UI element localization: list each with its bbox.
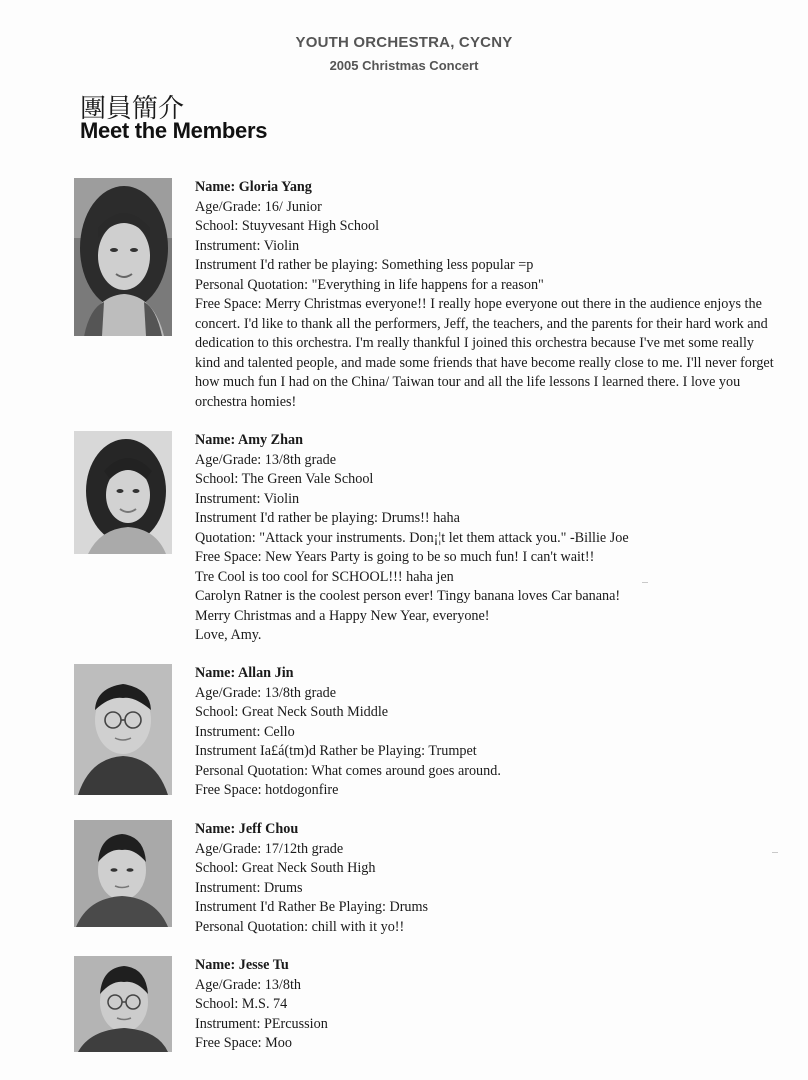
bio-line: Personal Quotation: "Everything in life happens for a reason" bbox=[195, 276, 544, 293]
bio-line: Quotation: "Attack your instruments. Don¡¦t let them attack you." -Billie Joe bbox=[195, 529, 629, 546]
concert-title: 2005 Christmas Concert bbox=[329, 58, 479, 73]
member-bio bbox=[195, 664, 785, 801]
bio-line: School: M.S. 74 bbox=[195, 996, 288, 1012]
bio-line: Carolyn Ratner is the coolest person ever! Tingy banana loves Car banana! bbox=[195, 588, 621, 604]
bio-line: Instrument: Violin bbox=[195, 237, 300, 254]
bio-line: Age/Grade: 13/8th grade bbox=[195, 451, 337, 468]
member-photo bbox=[74, 956, 172, 1052]
member-bio bbox=[195, 956, 785, 1054]
bio-line: Instrument I'd rather be playing: Drums!! haha bbox=[195, 510, 460, 526]
bio-line: School: Stuyvesant High School bbox=[195, 218, 380, 234]
portrait-photo-allan bbox=[74, 664, 172, 795]
portrait-photo-jeff bbox=[74, 820, 172, 927]
member-photo bbox=[74, 820, 172, 927]
portrait-photo-gloria bbox=[74, 178, 172, 336]
bio-line: Personal Quotation: chill with it yo!! bbox=[195, 918, 405, 935]
member-bio bbox=[195, 431, 785, 646]
member-photo bbox=[74, 178, 172, 336]
bio-line: School: Great Neck South Middle bbox=[195, 704, 389, 720]
member-name: Name: Gloria Yang bbox=[195, 179, 312, 195]
member-photo bbox=[74, 431, 172, 554]
free-space-paragraph: Free Space: Merry Christmas everyone!! I really hope everyone out there in the audience enjoys the concert. I'd like to thank all the performers, Jeff, the teachers, and the parents for their hard work and dedication to this orchestra. I'm really thankful I joined this orchestra because I've met some really kind and talented people, and made some friends that have become really close to me. I'll never forget how much fun I had on the China/ Taiwan tour and all the life lessons I learned there. I love you orchestra homies! bbox=[195, 296, 774, 410]
member-bio bbox=[195, 820, 785, 937]
member-photo bbox=[74, 664, 172, 795]
section-title-english: Meet the Members bbox=[80, 118, 268, 143]
bio-line: Free Space: Moo bbox=[195, 1035, 292, 1051]
scan-artifact bbox=[642, 582, 648, 583]
bio-line: Age/Grade: 13/8th bbox=[195, 976, 301, 993]
bio-line: Age/Grade: 16/ Junior bbox=[195, 198, 322, 215]
portrait-photo-amy bbox=[74, 431, 172, 554]
member-name: Name: Allan Jin bbox=[195, 665, 294, 681]
scan-artifact bbox=[772, 852, 778, 853]
bio-line: Age/Grade: 17/12th grade bbox=[195, 840, 344, 857]
portrait-photo-jesse bbox=[74, 956, 172, 1052]
bio-line: School: The Green Vale School bbox=[195, 471, 374, 487]
bio-line: Instrument: Cello bbox=[195, 723, 295, 740]
member-name: Name: Amy Zhan bbox=[195, 432, 303, 448]
bio-line: Instrument I'd rather be playing: Something less popular =p bbox=[195, 257, 534, 273]
bio-line: Merry Christmas and a Happy New Year, everyone! bbox=[195, 607, 490, 624]
org-title: YOUTH ORCHESTRA, CYCNY bbox=[295, 34, 513, 51]
section-title-chinese: 團員簡介 bbox=[80, 94, 185, 124]
bio-line: Free Space: hotdogonfire bbox=[195, 782, 339, 798]
bio-line: Free Space: New Years Party is going to be so much fun! I can't wait!! bbox=[195, 549, 595, 565]
bio-line: School: Great Neck South High bbox=[195, 860, 376, 876]
member-name: Name: Jesse Tu bbox=[195, 957, 289, 973]
bio-line: Instrument Ia£á(tm)d Rather be Playing: Trumpet bbox=[195, 743, 477, 759]
bio-line: Instrument I'd Rather Be Playing: Drums bbox=[195, 899, 429, 915]
bio-line: Age/Grade: 13/8th grade bbox=[195, 684, 337, 701]
bio-line: Instrument: PErcussion bbox=[195, 1015, 328, 1032]
bio-line: Instrument: Drums bbox=[195, 879, 303, 896]
bio-line: Instrument: Violin bbox=[195, 490, 300, 507]
bio-line: Personal Quotation: What comes around goes around. bbox=[195, 762, 501, 779]
bio-line: Tre Cool is too cool for SCHOOL!!! haha jen bbox=[195, 568, 454, 585]
bio-line: Love, Amy. bbox=[195, 627, 262, 643]
member-bio bbox=[195, 178, 785, 412]
member-name: Name: Jeff Chou bbox=[195, 821, 299, 837]
